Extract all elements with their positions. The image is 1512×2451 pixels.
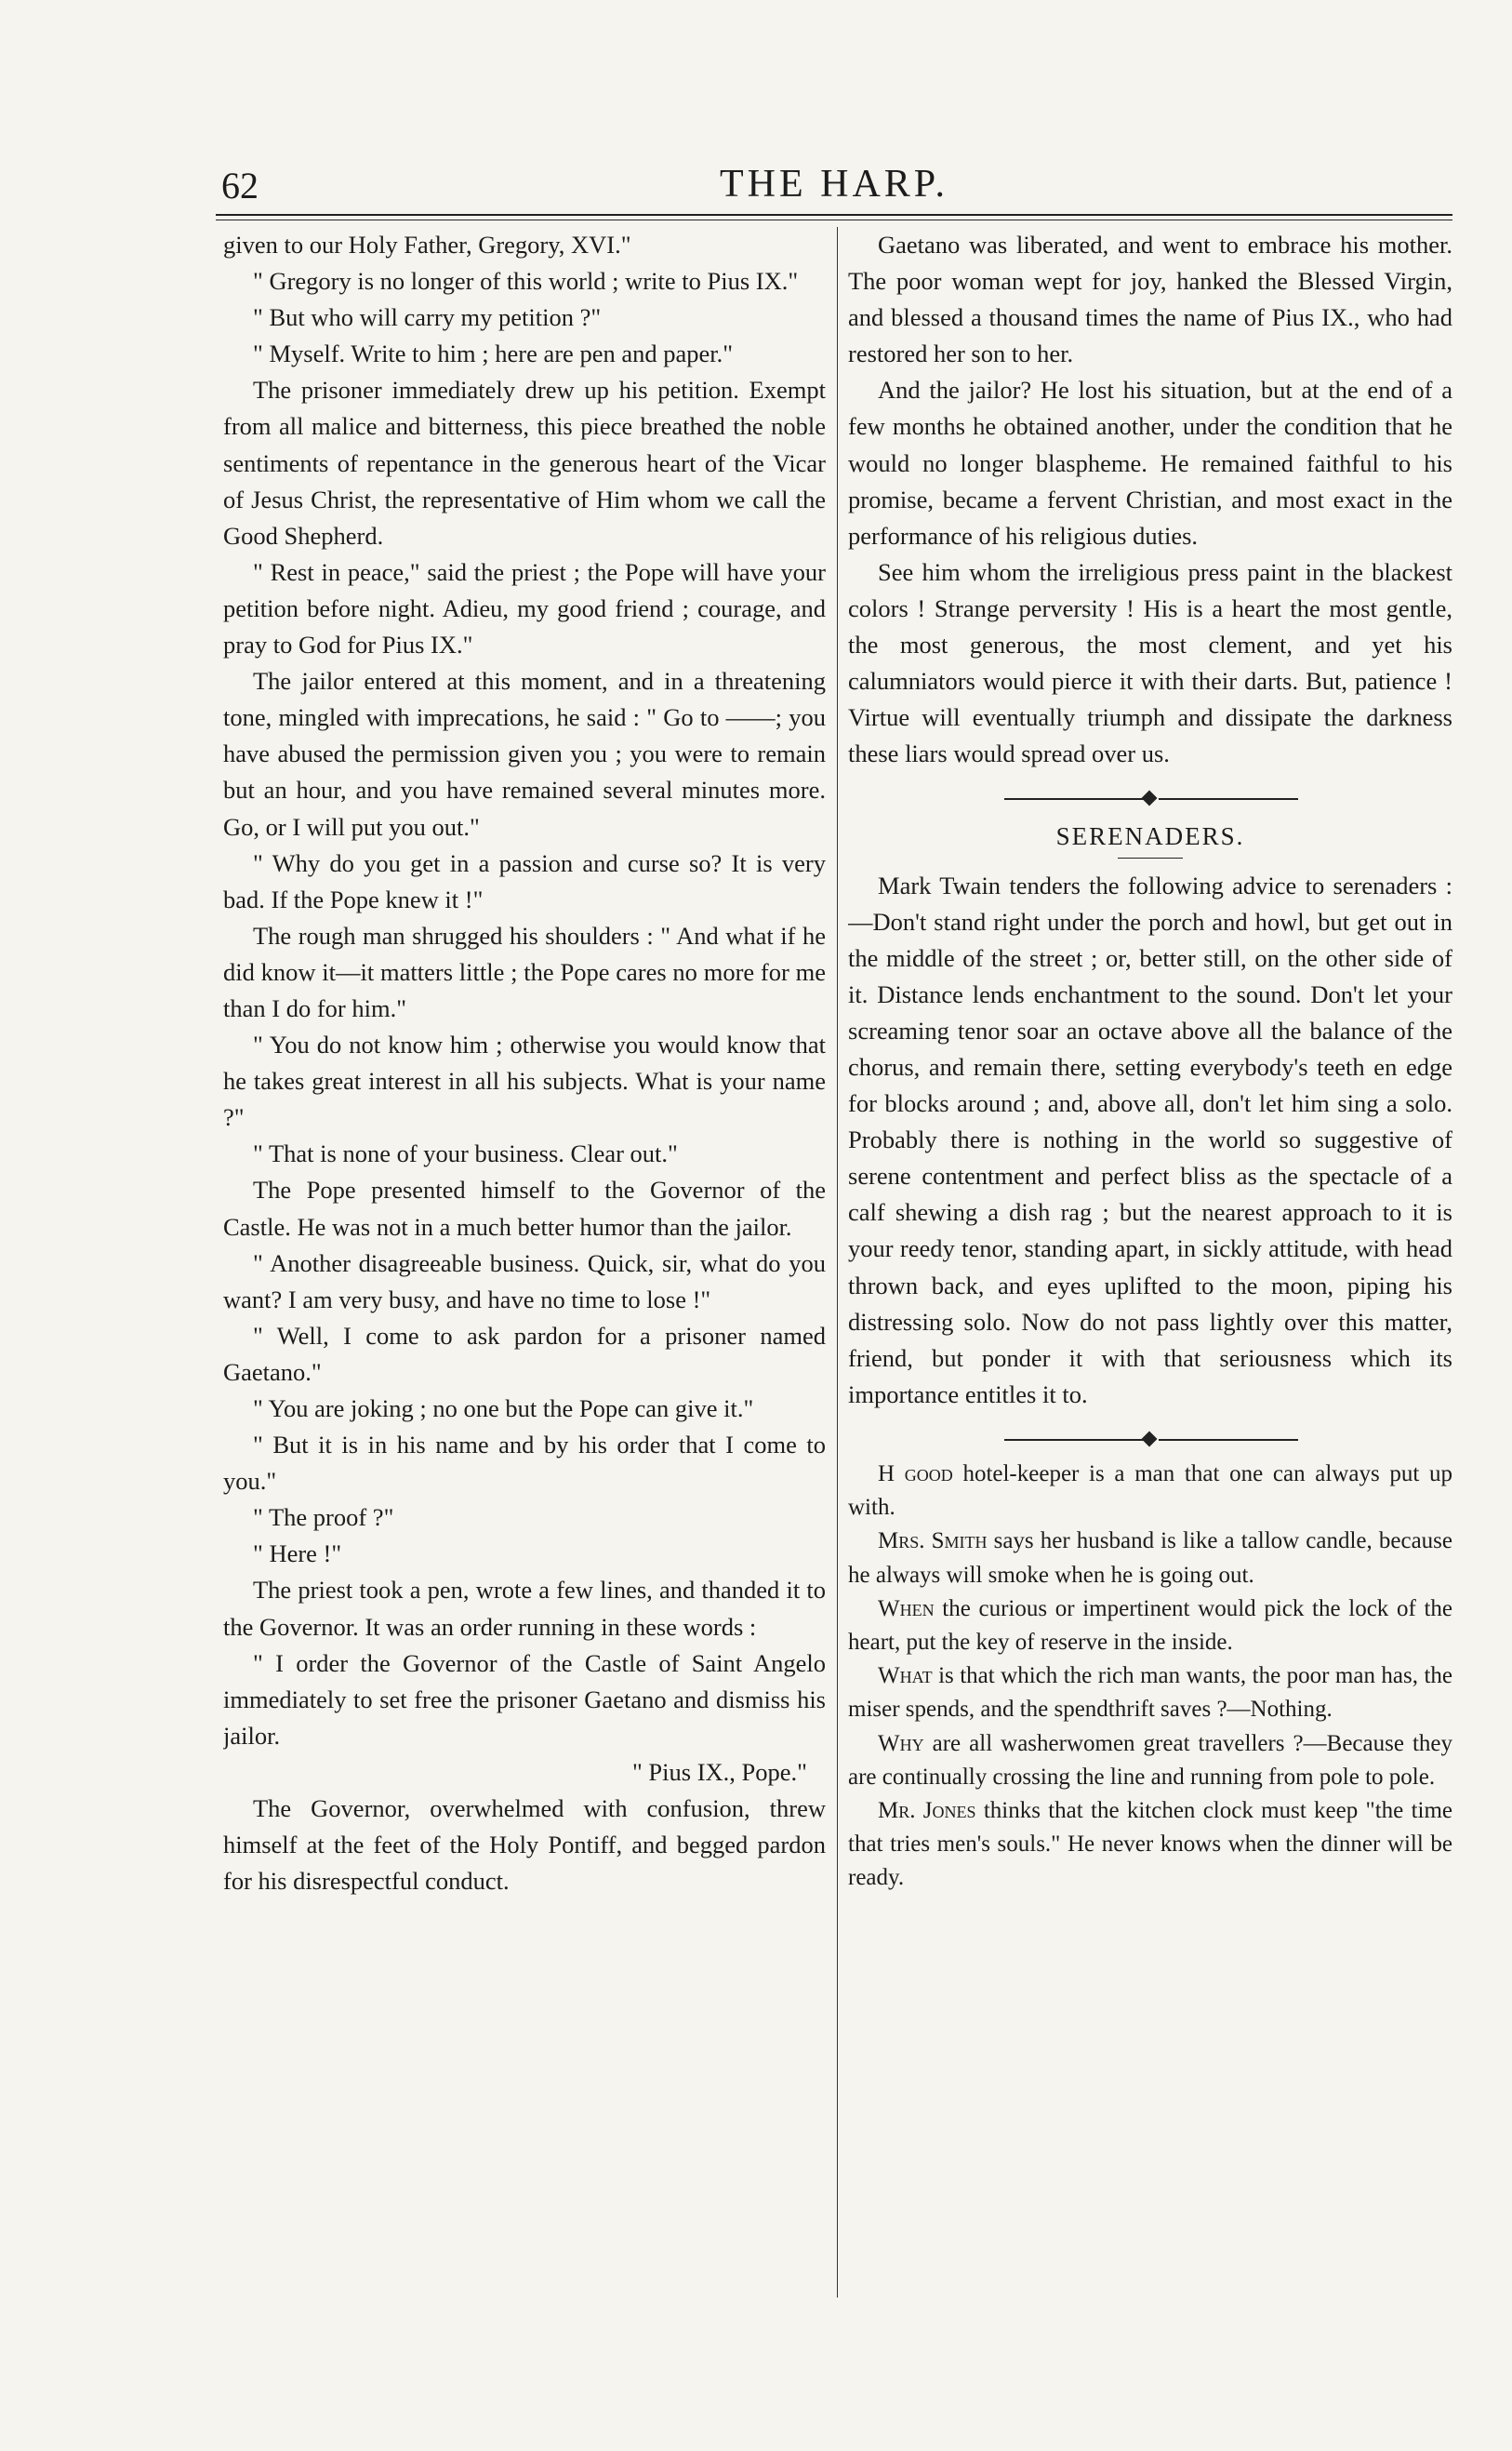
filler-item [848, 1794, 1452, 1896]
paragraph: " Why do you get in a passion and curse so? It is very bad. If the Pope knew it !" [223, 848, 826, 913]
right-column [848, 227, 1452, 2301]
paragraph: The rough man shrugged his shoulders : " And what if he did know it—it matters little ; the Pope cares no more for me than I do for him." [223, 921, 826, 1022]
paragraph: And the jailor? He lost his situation, but at the end of a few months he obtained another, under the condition that he would no longer blaspheme. He remained faithful to his promise, became a fervent Christian, and most exact in the performance of his religious duties. [848, 376, 1452, 550]
filler-text: thinks that the kitchen clock must keep "the time that tries men's souls." He never knows when the dinner will be ready. [848, 1797, 1452, 1891]
paragraph: " I order the Governor of the Castle of Saint Angelo immediately to set free the prisoner Gaetano and dismiss his jailor. [223, 1648, 826, 1750]
paragraph: " Here !" [253, 1539, 342, 1568]
paragraph: The priest took a pen, wrote a few lines, and thanded it to the Governor. It was an order running in these words : [223, 1576, 826, 1641]
left-column [223, 227, 826, 2301]
filler-item [848, 1727, 1452, 1794]
paragraph: " That is none of your business. Clear out." [253, 1139, 678, 1168]
title-underline [1118, 858, 1183, 859]
paragraph: " You do not know him ; otherwise you would know that he takes great interest in all his subjects. What is your name ?" [223, 1031, 826, 1132]
filler-lead: Why [878, 1730, 924, 1756]
filler-text: the curious or impertinent would pick the lock of the heart, put the key of reserve in the inside. [848, 1595, 1452, 1655]
filler-lead: What [878, 1663, 933, 1689]
filler-lead: H good [878, 1460, 953, 1486]
filler-item [848, 1659, 1452, 1726]
paragraph: The jailor entered at this moment, and in a threatening tone, mingled with imprecations, he said : " Go to ——; you have abused the permission given you ; you were to remain but an hour, and you have remained several minutes more. Go, or I will put you out." [223, 667, 826, 841]
paragraph: " But who will carry my petition ?" [253, 303, 602, 332]
filler-items [848, 1458, 1452, 1896]
paragraph: " Rest in peace," said the priest ; the Pope will have your petition before night. Adieu, my good friend ; courage, and pray to God for Pius IX." [223, 557, 826, 659]
paragraph: The prisoner immediately drew up his petition. Exempt from all malice and bitterness, this piece breathed the noble sentiments of repentance in the generous heart of the Vicar of Jesus Christ, the representative of Him whom we call the Good Shepherd. [223, 376, 826, 550]
running-title: THE HARP. [719, 163, 949, 206]
header-rule [216, 214, 1452, 216]
section-title: SERENADERS. [1055, 822, 1245, 851]
paragraph: Gaetano was liberated, and went to embrace his mother. The poor woman wept for joy, hanked the Blessed Virgin, and blessed a thousand times the name of Pius IX., who had restored her son to her. [848, 231, 1452, 368]
paragraph: " Well, I come to ask pardon for a prisoner named Gaetano." [223, 1321, 826, 1386]
filler-lead: Mrs. Smith [878, 1528, 988, 1554]
column-divider [837, 227, 838, 2298]
filler-item [848, 1458, 1452, 1525]
paragraph: " You are joking ; no one but the Pope can give it." [253, 1394, 754, 1422]
section-ornament [848, 1426, 1452, 1454]
filler-item [848, 1592, 1452, 1659]
filler-lead: When [878, 1595, 935, 1621]
paragraph: The Pope presented himself to the Governor of the Castle. He was not in a much better humor than the jailor. [223, 1176, 826, 1241]
paragraph: " Another disagreeable business. Quick, sir, what do you want? I am very busy, and have no time to lose !" [223, 1248, 826, 1313]
page-number: 62 [221, 165, 259, 206]
filler-text: is that which the rich man wants, the poor man has, the miser spends, and the spendthrift saves ?—Nothing. [848, 1663, 1452, 1723]
signature: " Pius IX., Pope." [631, 1757, 807, 1786]
filler-text: are all washerwomen great travellers ?—Because they are continually crossing the line and running from pole to pole. [848, 1730, 1452, 1790]
paragraph: " Myself. Write to him ; here are pen and paper." [253, 340, 734, 368]
paragraph: " The proof ?" [253, 1503, 394, 1532]
filler-text: says her husband is like a tallow candle, because he always will smoke when he is going out. [848, 1528, 1452, 1588]
filler-lead: Mr. Jones [878, 1797, 976, 1823]
paragraph: " But it is in his name and by his order that I come to you." [223, 1431, 826, 1496]
paragraph: " Gregory is no longer of this world ; write to Pius IX." [253, 267, 799, 296]
page-header [216, 160, 1452, 216]
serenaders-article: Mark Twain tenders the following advice to serenaders :—Don't stand right under the porch and howl, but get out in the middle of the street ; or, better still, on the other side of it. Distance lends enchantment to the sound. Don't let your screaming tenor soar an octave above all the balance of the chorus, and remain there, setting everybody's teeth en edge for blocks around ; and, above all, don't let him sing a solo. Probably there is nothing in the world so suggestive of serene contentment and perfect bliss as the spectacle of a calf shewing a dish rag ; but the nearest approach to it is your reedy tenor, standing apart, in sickly attitude, with head thrown back, and eyes uplifted to the moon, piping his distressing solo. Now do not pass lightly over this matter, friend, but ponder it with that seriousness which its importance entitles it to. [848, 871, 1452, 1408]
paragraph: See him whom the irreligious press paint in the blackest colors ! Strange perversity ! His is a heart the most gentle, the most generous, the most clement, and yet his calumniators would pierce it with their darts. But, patience ! Virtue will eventually triumph and dissipate the darkness these liars would spread over us. [848, 557, 1452, 768]
paragraph: given to our Holy Father, Gregory, XVI." [223, 231, 631, 259]
section-ornament [848, 785, 1452, 813]
filler-text: hotel-keeper is a man that one can always put up with. [848, 1460, 1452, 1521]
paragraph: The Governor, overwhelmed with confusion, threw himself at the feet of the Holy Pontiff, and begged pardon for his disrespectful conduct. [223, 1794, 826, 1896]
filler-item [848, 1525, 1452, 1592]
